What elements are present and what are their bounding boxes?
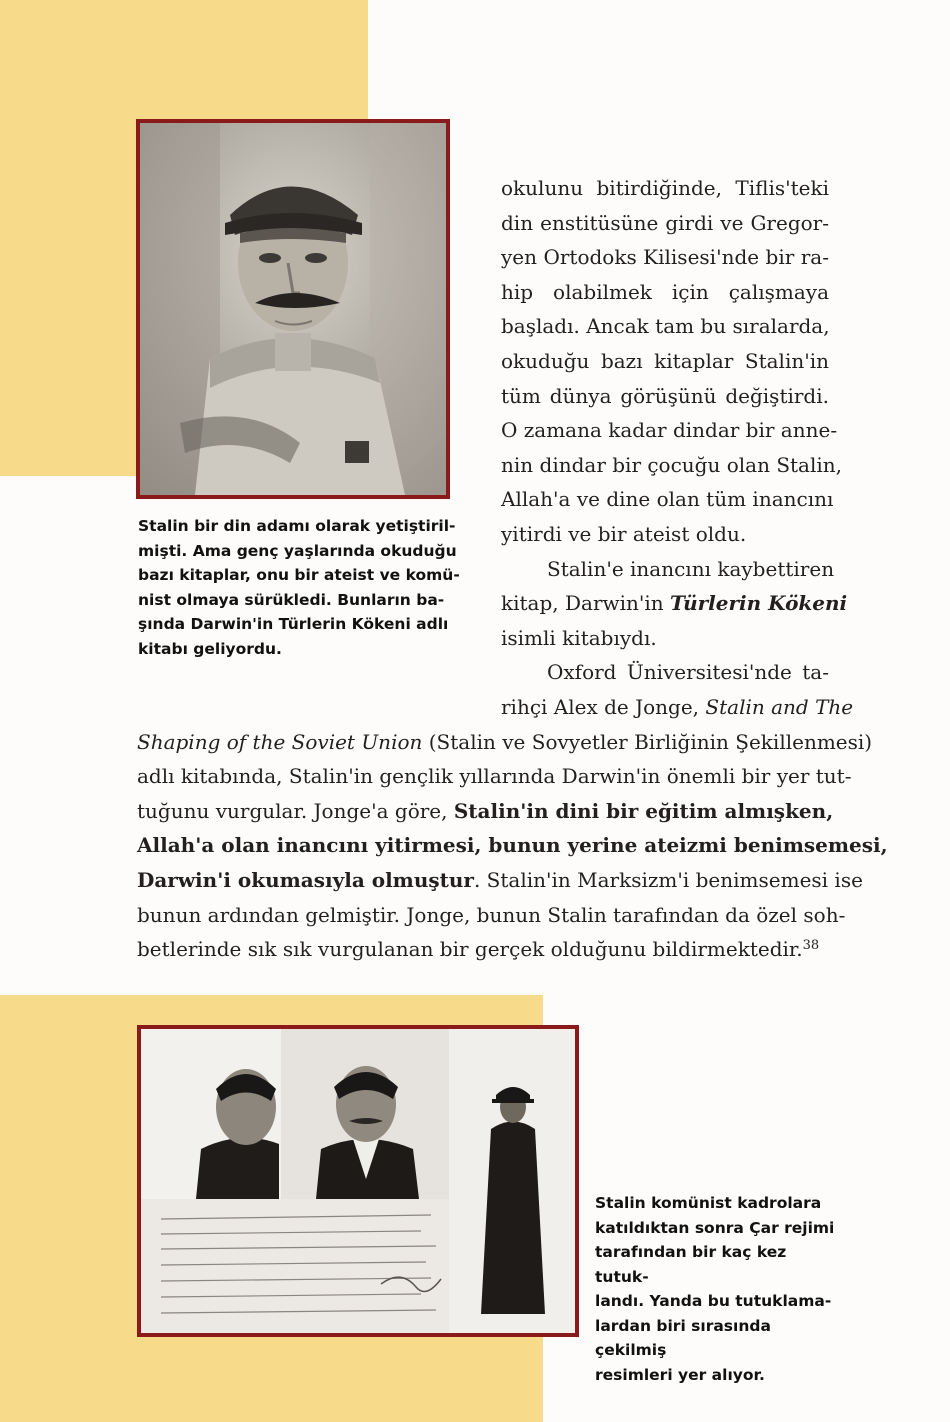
text-run: kitap, Darwin'in <box>501 591 671 616</box>
emphasis-text: Stalin'in dini bir eğitim almışken, <box>453 798 834 823</box>
caption-line: landı. Yanda bu tutuklama- <box>595 1292 832 1310</box>
arrest-record-illustration <box>141 1029 575 1333</box>
text-run: betlerinde sık sık vurgulanan bir gerçek olduğunu bildirmektedir. <box>137 937 803 962</box>
article-line: hip olabilmek için çalışmaya <box>501 279 829 304</box>
article-line <box>137 725 873 760</box>
caption-line: Stalin komünist kadrolara <box>595 1194 822 1212</box>
article-line: okulunu bitirdiğinde, Tiflis'teki <box>501 176 829 200</box>
article-line: başladı. Ancak tam bu sıralarda, <box>501 314 830 339</box>
caption-line: Stalin bir din adamı olarak yetiştiril- <box>138 517 456 535</box>
article-line: din enstitüsüne girdi ve Gregor- <box>501 210 829 235</box>
article-line: isimli kitabıydı. <box>501 625 657 650</box>
article-line: bunun ardından gelmiştir. Jonge, bunun Stalin tarafından da özel soh- <box>137 902 846 927</box>
book-title: Stalin and The <box>705 695 854 719</box>
caption-line: katıldıktan sonra Çar rejimi <box>595 1218 835 1237</box>
article-line: Allah'a ve dine olan tüm inancını <box>501 487 834 512</box>
article-line <box>137 794 834 829</box>
article-line <box>501 690 854 725</box>
text-run: rihçi Alex de Jonge, <box>501 695 706 719</box>
caption-line: mişti. Ama genç yaşlarında okuduğu <box>138 541 457 560</box>
article-line: Allah'a olan inancını yitirmesi, bunun yerine ateizmi benimsemesi, <box>137 833 888 858</box>
book-title: Shaping of the Soviet Union <box>137 729 423 754</box>
article-line <box>137 863 863 898</box>
article-line: Oxford Üniversitesi'nde ta- <box>547 660 829 685</box>
text-run: . Stalin'in Marksizm'i benimsemesi ise <box>473 868 863 892</box>
article-line: yen Ortodoks Kilisesi'nde bir ra- <box>501 245 829 270</box>
young-stalin-portrait-photo <box>136 119 450 499</box>
article-line: Stalin'e inancını kaybettiren <box>547 556 835 581</box>
caption-line: nist olmaya sürükledi. Bunların ba- <box>138 590 445 609</box>
text-run: tuğunu vurgular. Jonge'a göre, <box>137 798 454 823</box>
caption-line: tarafından bir kaç kez tutuk- <box>595 1243 787 1286</box>
article-line <box>137 932 829 967</box>
article-line: nin dindar bir çocuğu olan Stalin, <box>501 452 843 477</box>
article-line <box>501 586 848 621</box>
article-line: tüm dünya görüşünü değiştirdi. <box>501 383 829 408</box>
article-line: yitirdi ve bir ateist oldu. <box>501 522 747 546</box>
portrait-illustration <box>140 123 446 495</box>
footnote-reference: 38 <box>802 938 820 954</box>
emphasis-text: Darwin'i okumasıyla olmuştur <box>137 868 474 892</box>
article-line: adlı kitabında, Stalin'in gençlik yıllarında Darwin'in önemli bir yer tut- <box>137 764 852 789</box>
bottom-photo-caption <box>595 1191 845 1387</box>
caption-line: kitabı geliyordu. <box>138 639 282 658</box>
text-run: (Stalin ve Sovyetler Birliğinin Şekillenmesi) <box>422 729 873 754</box>
caption-line: lardan biri sırasında çekilmiş <box>595 1316 771 1359</box>
article-line: okuduğu bazı kitaplar Stalin'in <box>501 349 829 373</box>
book-title: Türlerin Kökeni <box>670 591 848 616</box>
caption-line: bazı kitaplar, onu bir ateist ve komü- <box>138 566 460 584</box>
caption-line: şında Darwin'in Türlerin Kökeni adlı <box>138 615 449 633</box>
top-photo-caption <box>138 514 468 661</box>
caption-line: resimleri yer alıyor. <box>595 1365 765 1384</box>
article-line: O zamana kadar dindar bir anne- <box>501 418 838 443</box>
stalin-arrest-record-photos <box>137 1025 579 1337</box>
